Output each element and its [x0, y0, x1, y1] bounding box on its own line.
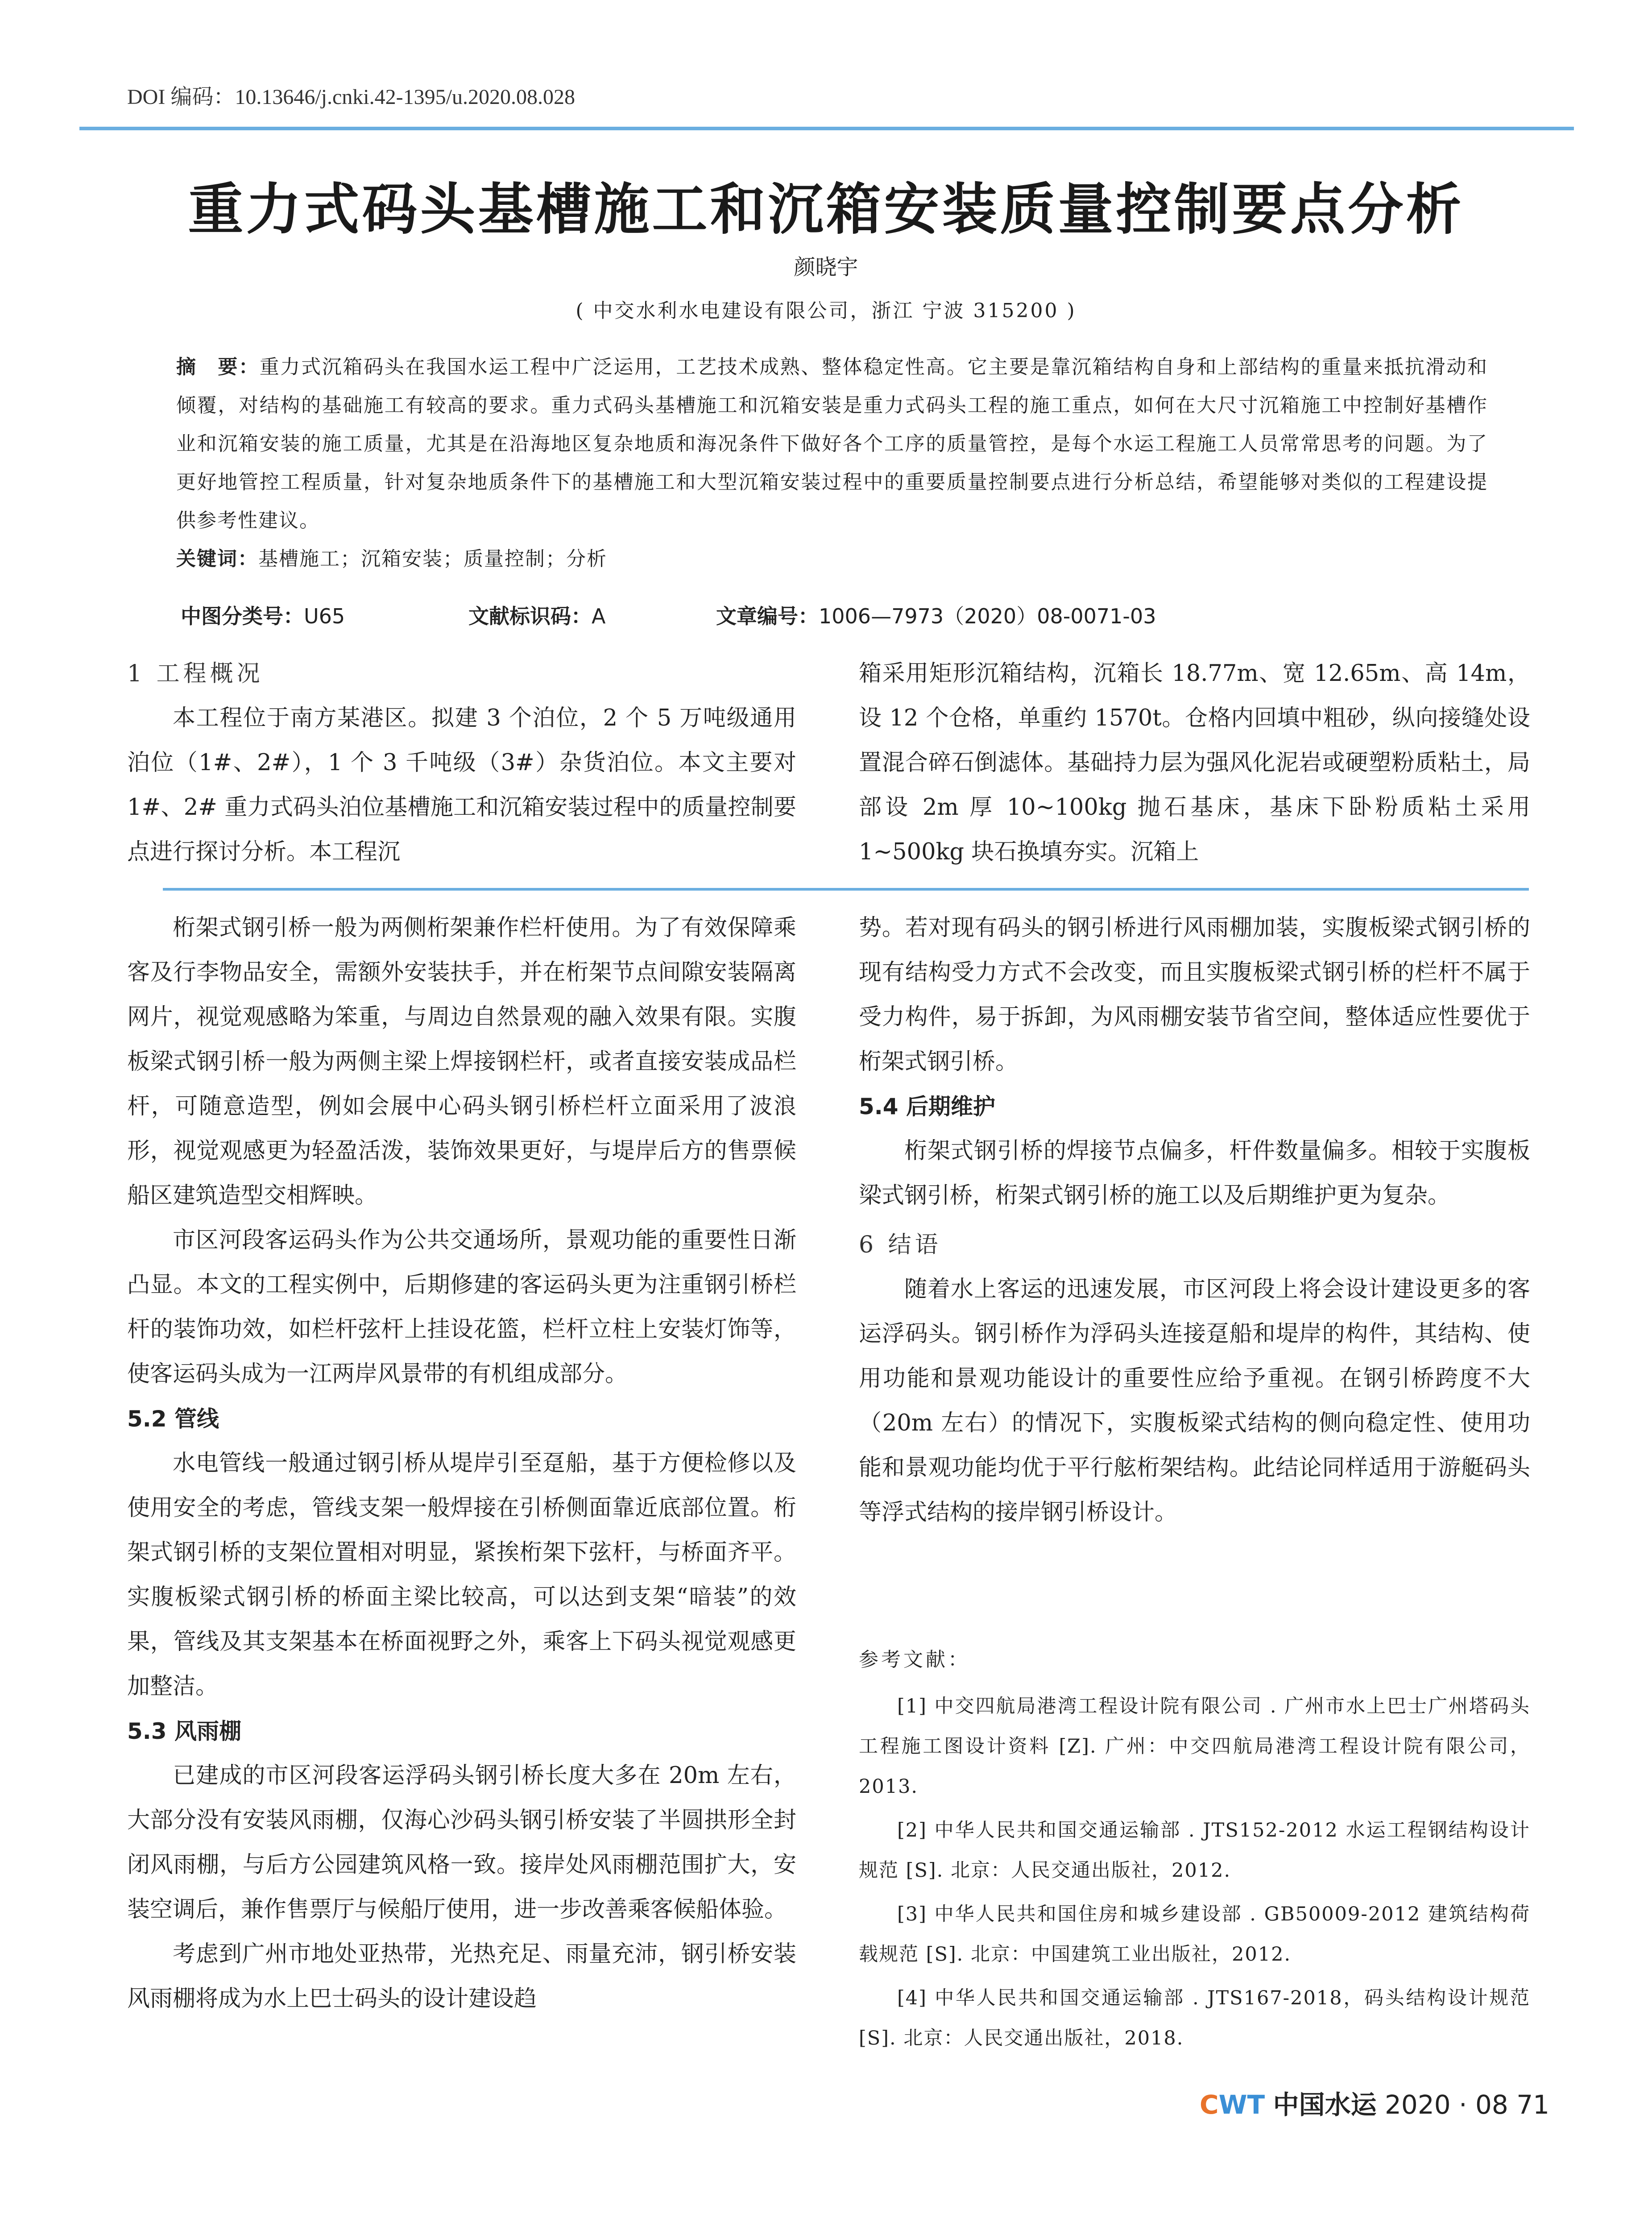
paragraph: 市区河段客运码头作为公共交通场所，景观功能的重要性日渐凸显。本文的工程实例中，后期修建的客运码头更为注重钢引桥栏杆的装饰功效，如栏杆弦杆上挂设花篮，栏杆立柱上安装灯饰等，使客运码头成为一江两岸风景带的有机组成部分。 — [127, 1227, 796, 1387]
reference-item: [1] 中交四航局港湾工程设计院有限公司 . 广州市水上巴士广州塔码头工程施工图设计资料 [Z]. 广州：中交四航局港湾工程设计院有限公司，2013. — [859, 1695, 1530, 1798]
affiliation: ( 中交水利水电建设有限公司，浙江 宁波 315200 ) — [576, 299, 1076, 322]
abstract-text — [176, 348, 1488, 540]
paragraph: 势。若对现有码头的钢引桥进行风雨棚加装，实腹板梁式钢引桥的现有结构受力方式不会改变，而且实腹板梁式钢引桥的栏杆不属于受力构件，易于拆卸，为风雨棚安装节省空间，整体适应性要优于桁架式钢引桥。 — [859, 915, 1530, 1075]
section-divider — [163, 888, 1529, 891]
art-label: 文章编号： — [716, 604, 819, 628]
keywords-line — [176, 540, 1488, 578]
section-6-heading: 6 结语 — [859, 1232, 942, 1258]
upper-left-column — [127, 651, 796, 875]
paragraph: 桁架式钢引桥一般为两侧桁架兼作栏杆使用。为了有效保障乘客及行李物品安全，需额外安装扶手，并在桁架节点间隙安装隔离网片，视觉观感略为笨重，与周边自然景观的融入效果有限。实腹板梁式钢引桥一般为两侧主梁上焊接钢栏杆，或者直接安装成品栏杆，可随意造型，例如会展中心码头钢引桥栏杆立面采用了波浪形，视觉观感更为轻盈活泼，装饰效果更好，与堤岸后方的售票候船区建筑造型交相辉映。 — [127, 915, 796, 1209]
section-5-2-heading: 5.2 管线 — [127, 1406, 219, 1432]
lower-left-column — [127, 906, 796, 2021]
journal-name: 中国水运 — [1273, 2090, 1377, 2120]
references — [859, 1640, 1530, 2062]
reference-item: [4] 中华人民共和国交通运输部 . JTS167-2018，码头结构设计规范 [S]. 北京：人民交通出版社，2018. — [859, 1987, 1530, 2049]
doc-value: A — [592, 604, 606, 628]
paragraph: 本工程位于南方某港区。拟建 3 个泊位，2 个 5 万吨级通用泊位（1#、2#），1 个 3 千吨级（3#）杂货泊位。本文主要对 1#、2# 重力式码头泊位基槽施工和沉箱安装过程中的质量控制要点进行探讨分析。本工程沉 — [127, 705, 796, 865]
clc-number — [181, 600, 345, 630]
header-rule — [79, 127, 1574, 130]
references-title: 参考文献： — [859, 1648, 970, 1671]
doc-code — [468, 600, 605, 630]
paragraph: 考虑到广州市地处亚热带，光热充足、雨量充沛，钢引桥安装风雨棚将成为水上巴士码头的设计建设趋 — [127, 1941, 796, 2012]
section-5-4-heading: 5.4 后期维护 — [859, 1094, 995, 1120]
journal-logo-c: C — [1200, 2090, 1219, 2120]
page-number: 71 — [1516, 2090, 1549, 2120]
abstract-label: 摘 要： — [176, 356, 260, 378]
clc-label: 中图分类号： — [181, 604, 304, 628]
article-title: 重力式码头基槽施工和沉箱安装质量控制要点分析 — [188, 177, 1464, 242]
reference-item: [3] 中华人民共和国住房和城乡建设部 . GB50009-2012 建筑结构荷载规范 [S]. 北京：中国建筑工业出版社，2012. — [859, 1903, 1530, 1966]
journal-logo-wt: WT — [1218, 2090, 1265, 2120]
art-value: 1006—7973（2020）08-0071-03 — [819, 604, 1156, 628]
doi-line: DOI 编码：10.13646/j.cnki.42-1395/u.2020.08.028 — [127, 85, 575, 109]
paragraph: 已建成的市区河段客运浮码头钢引桥长度大多在 20m 左右，大部分没有安装风雨棚，仅海心沙码头钢引桥安装了半圆拱形全封闭风雨棚，与后方公园建筑风格一致。接岸处风雨棚范围扩大，安装空调后，兼作售票厅与候船厅使用，进一步改善乘客候船体验。 — [127, 1762, 796, 1923]
upper-right-column — [859, 651, 1530, 875]
paragraph: 箱采用矩形沉箱结构，沉箱长 18.77m、宽 12.65m、高 14m，设 12 个仓格，单重约 1570t。仓格内回填中粗砂，纵向接缝处设置混合碎石倒滤体。基础持力层为强风化泥岩或硬塑粉质粘土，局部设 2m 厚 10~100kg 抛石基床，基床下卧粉质粘土采用 1~500kg 块石换填夯实。沉箱上 — [859, 660, 1530, 865]
reference-item: [2] 中华人民共和国交通运输部 . JTS152-2012 水运工程钢结构设计规范 [S]. 北京：人民交通出版社，2012. — [859, 1819, 1530, 1882]
paragraph: 桁架式钢引桥的焊接节点偏多，杆件数量偏多。相较于实腹板梁式钢引桥，桁架式钢引桥的施工以及后期维护更为复杂。 — [859, 1138, 1530, 1209]
author: 颜晓宇 — [794, 255, 858, 280]
lower-right-column — [859, 906, 1530, 1535]
abstract-block — [176, 348, 1488, 578]
section-1-heading: 1 工程概况 — [127, 660, 264, 687]
section-5-3-heading: 5.3 风雨棚 — [127, 1718, 241, 1744]
article-number — [716, 600, 1156, 630]
page-footer — [1200, 2084, 1549, 2121]
issue: 2020 · 08 — [1385, 2090, 1508, 2120]
clc-value: U65 — [304, 604, 345, 628]
doc-label: 文献标识码： — [468, 604, 592, 628]
abstract-body: 重力式沉箱码头在我国水运工程中广泛运用，工艺技术成熟、整体稳定性高。它主要是靠沉箱结构自身和上部结构的重量来抵抗滑动和倾覆，对结构的基础施工有较高的要求。重力式码头基槽施工和沉箱安装是重力式码头工程的施工重点，如何在大尺寸沉箱施工中控制好基槽作业和沉箱安装的施工质量，尤其是在沿海地区复杂地质和海况条件下做好各个工序的质量管控，是每个水运工程施工人员常常思考的问题。为了更好地管控工程质量，针对复杂地质条件下的基槽施工和大型沉箱安装过程中的重要质量控制要点进行分析总结，希望能够对类似的工程建设提供参考性建议。 — [176, 356, 1488, 532]
keywords-text: 基槽施工；沉箱安装；质量控制；分析 — [258, 547, 607, 570]
keywords-label: 关键词： — [176, 547, 258, 570]
paragraph: 水电管线一般通过钢引桥从堤岸引至趸船，基于方便检修以及使用安全的考虑，管线支架一般焊接在引桥侧面靠近底部位置。桁架式钢引桥的支架位置相对明显，紧挨桁架下弦杆，与桥面齐平。实腹板梁式钢引桥的桥面主梁比较高，可以达到支架“暗装”的效果，管线及其支架基本在桥面视野之外，乘客上下码头视觉观感更加整洁。 — [127, 1450, 796, 1700]
paragraph: 随着水上客运的迅速发展，市区河段上将会设计建设更多的客运浮码头。钢引桥作为浮码头连接趸船和堤岸的构件，其结构、使用功能和景观功能设计的重要性应给予重视。在钢引桥跨度不大（20m 左右）的情况下，实腹板梁式结构的侧向稳定性、使用功能和景观功能均优于平行舷桁架结构。此结论同样适用于游艇码头等浮式结构的接岸钢引桥设计。 — [859, 1276, 1530, 1526]
